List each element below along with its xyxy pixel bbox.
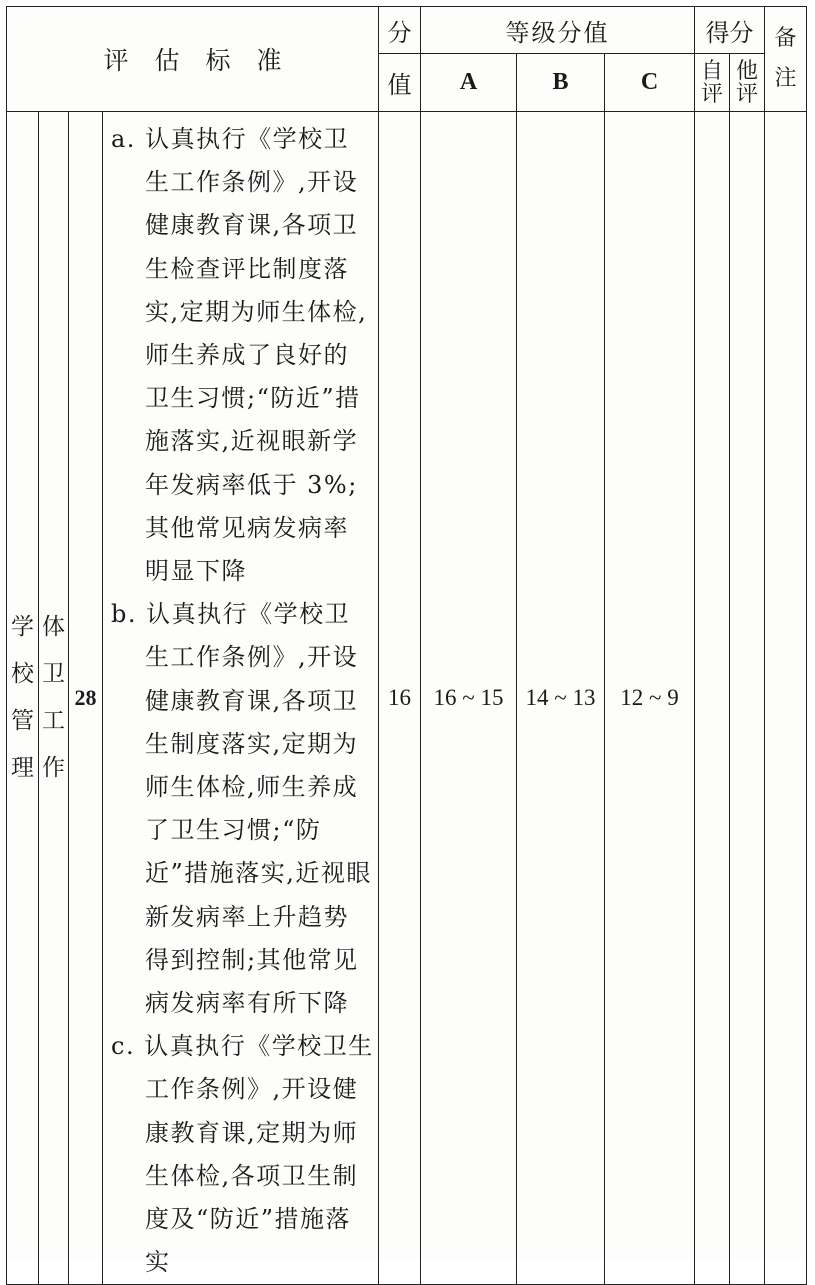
subcategory-cell (39, 112, 69, 1285)
score-header-bottom: 值 (379, 54, 421, 112)
grade-b-range: 14 ~ 13 (517, 112, 605, 1285)
subcategory-char: 体 (42, 614, 65, 641)
grade-values-header: 等级分值 (421, 7, 695, 54)
category-char: 校 (11, 661, 34, 688)
self-eval-header (695, 54, 730, 112)
subcategory-char: 卫 (42, 661, 65, 688)
category-char: 理 (11, 755, 34, 782)
criteria-item-c: c. 认真执行《学校卫生工作条例》,开设健康教育课,定期为师生体检,各项卫生制度及“防近”措施落实 (111, 1032, 374, 1277)
evaluation-table (6, 6, 807, 1285)
other-eval-cell[interactable] (730, 112, 765, 1285)
criteria-text-cell (103, 112, 379, 1285)
remarks-header (765, 7, 807, 112)
criteria-item-a: a. 认真执行《学校卫生工作条例》,开设健康教育课,各项卫生检查评比制度落实,定期为师生体检,师生养成了良好的卫生习惯;“防近”措施落实,近视眼新学年发病率低于 3%;其他常见病发病率明显下降 (111, 125, 368, 586)
other-eval-header-text: 他评 (736, 58, 759, 107)
other-eval-header (730, 54, 765, 112)
remarks-header-text: 备注 (774, 26, 797, 91)
remarks-cell[interactable] (765, 112, 807, 1285)
subcategory-char: 作 (42, 755, 65, 782)
evaluation-table-page (6, 6, 806, 1277)
category-char: 学 (11, 614, 34, 641)
subtotal-score: 28 (69, 112, 103, 1285)
grade-c-header: C (605, 54, 695, 112)
score-header-top: 分 (379, 7, 421, 54)
subcategory-char: 工 (42, 708, 65, 735)
grade-c-range: 12 ~ 9 (605, 112, 695, 1285)
grade-b-header: B (517, 54, 605, 112)
obtained-score-header: 得分 (695, 7, 765, 54)
category-char: 管 (11, 708, 34, 735)
grade-a-header: A (421, 54, 517, 112)
criteria-item-b: b. 认真执行《学校卫生工作条例》,开设健康教育课,各项卫生制度落实,定期为师生体检,师生养成了卫生习惯;“防近”措施落实,近视眼新发病率上升趋势得到控制;其他常见病发病率有所下降 (111, 600, 372, 1018)
score-value: 16 (379, 112, 421, 1285)
category-cell (7, 112, 39, 1285)
self-eval-header-text: 自评 (701, 58, 724, 107)
criteria-header: 评估标准 (7, 7, 379, 112)
grade-a-range: 16 ~ 15 (421, 112, 517, 1285)
self-eval-cell[interactable] (695, 112, 730, 1285)
